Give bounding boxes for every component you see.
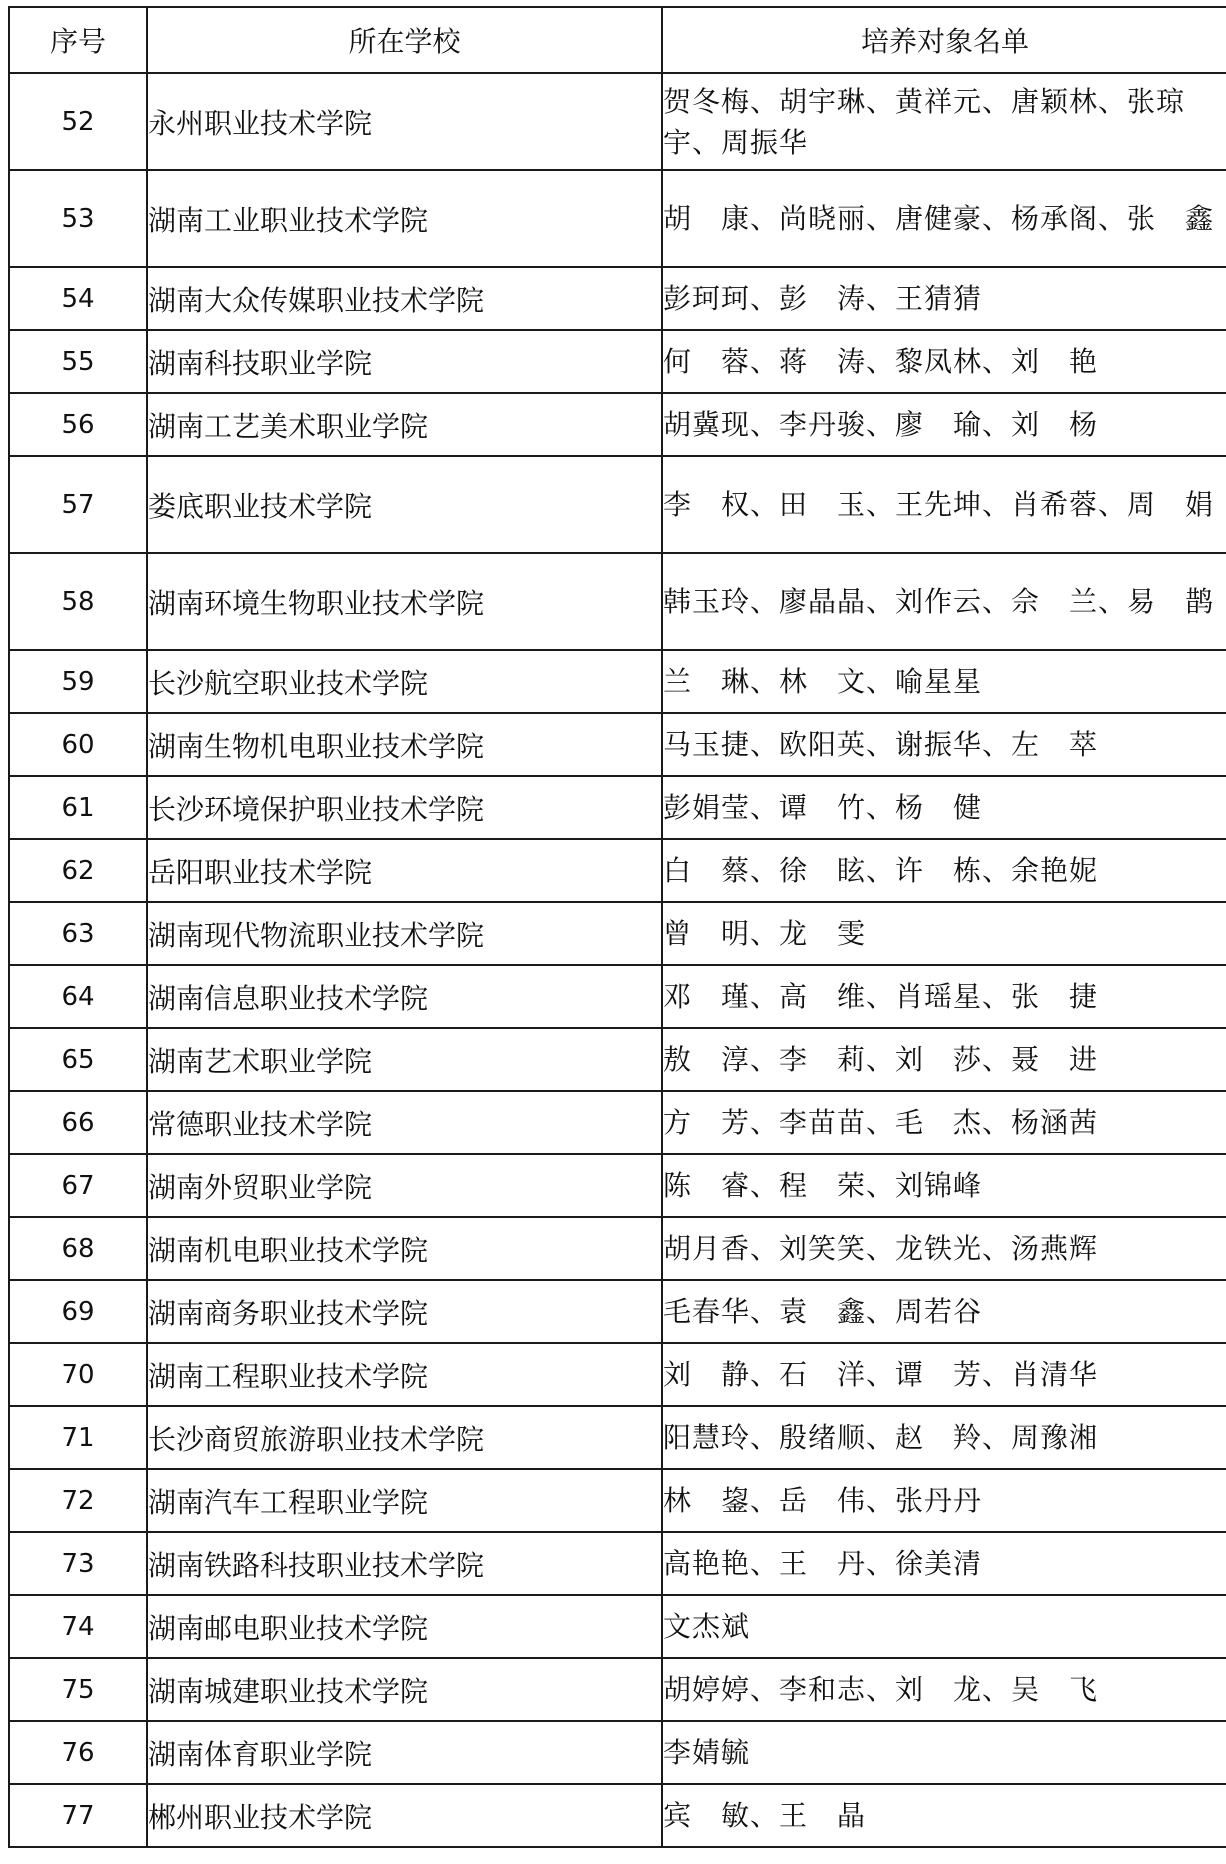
table-row xyxy=(9,553,1226,650)
trainee-names-cell: 胡 康、尚晓丽、唐健豪、杨承阁、张 鑫 xyxy=(662,170,1226,267)
school-cell: 岳阳职业技术学院 xyxy=(147,839,662,902)
table-row xyxy=(9,776,1226,839)
trainee-names-cell: 彭珂珂、彭 涛、王猜猜 xyxy=(662,267,1226,330)
trainee-names-cell: 林 鋆、岳 伟、张丹丹 xyxy=(662,1469,1226,1532)
serial-number-cell: 66 xyxy=(9,1091,147,1154)
table-row xyxy=(9,1595,1226,1658)
trainee-names-cell: 韩玉玲、廖晶晶、刘作云、佘 兰、易 鹊 xyxy=(662,553,1226,650)
table-row xyxy=(9,1028,1226,1091)
serial-number-cell: 57 xyxy=(9,456,147,553)
serial-number-cell: 61 xyxy=(9,776,147,839)
serial-number-cell: 64 xyxy=(9,965,147,1028)
table-row xyxy=(9,1406,1226,1469)
trainee-names-cell: 方 芳、李苗苗、毛 杰、杨涵茜 xyxy=(662,1091,1226,1154)
trainee-names-cell: 兰 琳、林 文、喻星星 xyxy=(662,650,1226,713)
trainee-names-cell: 毛春华、袁 鑫、周若谷 xyxy=(662,1280,1226,1343)
table-row xyxy=(9,170,1226,267)
trainee-names-cell: 邓 瑾、高 维、肖瑶星、张 捷 xyxy=(662,965,1226,1028)
table-row xyxy=(9,965,1226,1028)
serial-number-cell: 74 xyxy=(9,1595,147,1658)
school-cell: 湖南体育职业学院 xyxy=(147,1721,662,1784)
school-cell: 娄底职业技术学院 xyxy=(147,456,662,553)
serial-number-cell: 56 xyxy=(9,393,147,456)
trainee-names-cell: 马玉捷、欧阳英、谢振华、左 萃 xyxy=(662,713,1226,776)
serial-number-cell: 65 xyxy=(9,1028,147,1091)
trainee-names-cell: 陈 睿、程 荣、刘锦峰 xyxy=(662,1154,1226,1217)
school-cell: 湖南商务职业技术学院 xyxy=(147,1280,662,1343)
trainee-names-cell: 高艳艳、王 丹、徐美清 xyxy=(662,1532,1226,1595)
school-cell: 湖南工艺美术职业学院 xyxy=(147,393,662,456)
school-cell: 郴州职业技术学院 xyxy=(147,1784,662,1847)
table-row xyxy=(9,1154,1226,1217)
serial-number-cell: 69 xyxy=(9,1280,147,1343)
school-cell: 湖南外贸职业学院 xyxy=(147,1154,662,1217)
school-cell: 湖南科技职业学院 xyxy=(147,330,662,393)
serial-number-cell: 76 xyxy=(9,1721,147,1784)
school-cell: 长沙环境保护职业技术学院 xyxy=(147,776,662,839)
trainee-names-cell: 贺冬梅、胡宇琳、黄祥元、唐颖林、张琼宇、周振华 xyxy=(662,73,1226,170)
trainee-names-cell: 何 蓉、蒋 涛、黎凤林、刘 艳 xyxy=(662,330,1226,393)
table-row xyxy=(9,1280,1226,1343)
table-row xyxy=(9,839,1226,902)
serial-number-cell: 75 xyxy=(9,1658,147,1721)
trainee-names-cell: 文杰斌 xyxy=(662,1595,1226,1658)
table-row xyxy=(9,456,1226,553)
serial-number-cell: 53 xyxy=(9,170,147,267)
trainee-names-cell: 敖 淳、李 莉、刘 莎、聂 进 xyxy=(662,1028,1226,1091)
school-cell: 湖南环境生物职业技术学院 xyxy=(147,553,662,650)
table-row xyxy=(9,1091,1226,1154)
table-row xyxy=(9,1532,1226,1595)
school-cell: 长沙商贸旅游职业技术学院 xyxy=(147,1406,662,1469)
trainee-names-cell: 胡月香、刘笑笑、龙铁光、汤燕辉 xyxy=(662,1217,1226,1280)
serial-number-cell: 55 xyxy=(9,330,147,393)
school-cell: 湖南城建职业技术学院 xyxy=(147,1658,662,1721)
serial-number-cell: 60 xyxy=(9,713,147,776)
school-cell: 湖南铁路科技职业技术学院 xyxy=(147,1532,662,1595)
school-cell: 湖南机电职业技术学院 xyxy=(147,1217,662,1280)
serial-number-cell: 72 xyxy=(9,1469,147,1532)
table-row xyxy=(9,1217,1226,1280)
serial-number-cell: 52 xyxy=(9,73,147,170)
trainee-names-cell: 胡冀现、李丹骏、廖 瑜、刘 杨 xyxy=(662,393,1226,456)
trainee-names-cell: 彭娟莹、谭 竹、杨 健 xyxy=(662,776,1226,839)
serial-number-cell: 54 xyxy=(9,267,147,330)
school-cell: 湖南工程职业技术学院 xyxy=(147,1343,662,1406)
school-cell: 湖南现代物流职业技术学院 xyxy=(147,902,662,965)
school-cell: 湖南大众传媒职业技术学院 xyxy=(147,267,662,330)
school-cell: 湖南艺术职业学院 xyxy=(147,1028,662,1091)
serial-number-cell: 62 xyxy=(9,839,147,902)
table-row xyxy=(9,267,1226,330)
header-row xyxy=(9,7,1226,73)
school-cell: 永州职业技术学院 xyxy=(147,73,662,170)
table-row xyxy=(9,1469,1226,1532)
table-row xyxy=(9,1784,1226,1847)
header-trainee-list: 培养对象名单 xyxy=(662,7,1226,73)
table-row xyxy=(9,73,1226,170)
trainee-names-cell: 白 蔡、徐 眩、许 栋、余艳妮 xyxy=(662,839,1226,902)
trainee-names-cell: 李 权、田 玉、王先坤、肖希蓉、周 娟 xyxy=(662,456,1226,553)
table-row xyxy=(9,902,1226,965)
header-school: 所在学校 xyxy=(147,7,662,73)
table-row xyxy=(9,393,1226,456)
serial-number-cell: 58 xyxy=(9,553,147,650)
table-row xyxy=(9,1343,1226,1406)
trainee-names-cell: 阳慧玲、殷绪顺、赵 羚、周豫湘 xyxy=(662,1406,1226,1469)
serial-number-cell: 70 xyxy=(9,1343,147,1406)
school-cell: 湖南邮电职业技术学院 xyxy=(147,1595,662,1658)
school-cell: 长沙航空职业技术学院 xyxy=(147,650,662,713)
table-row xyxy=(9,330,1226,393)
table-row xyxy=(9,713,1226,776)
serial-number-cell: 63 xyxy=(9,902,147,965)
serial-number-cell: 73 xyxy=(9,1532,147,1595)
serial-number-cell: 68 xyxy=(9,1217,147,1280)
table-row xyxy=(9,650,1226,713)
table-row xyxy=(9,1721,1226,1784)
school-cell: 湖南汽车工程职业学院 xyxy=(147,1469,662,1532)
trainee-names-cell: 胡婷婷、李和志、刘 龙、吴 飞 xyxy=(662,1658,1226,1721)
school-cell: 湖南工业职业技术学院 xyxy=(147,170,662,267)
serial-number-cell: 59 xyxy=(9,650,147,713)
trainee-names-cell: 刘 静、石 洋、谭 芳、肖清华 xyxy=(662,1343,1226,1406)
serial-number-cell: 71 xyxy=(9,1406,147,1469)
trainee-names-cell: 曾 明、龙 雯 xyxy=(662,902,1226,965)
header-serial-number: 序号 xyxy=(9,7,147,73)
serial-number-cell: 77 xyxy=(9,1784,147,1847)
table-row xyxy=(9,1658,1226,1721)
school-cell: 常德职业技术学院 xyxy=(147,1091,662,1154)
trainee-names-cell: 宾 敏、王 晶 xyxy=(662,1784,1226,1847)
school-cell: 湖南信息职业技术学院 xyxy=(147,965,662,1028)
training-roster-table xyxy=(8,6,1226,1848)
school-cell: 湖南生物机电职业技术学院 xyxy=(147,713,662,776)
trainee-names-cell: 李婧毓 xyxy=(662,1721,1226,1784)
serial-number-cell: 67 xyxy=(9,1154,147,1217)
